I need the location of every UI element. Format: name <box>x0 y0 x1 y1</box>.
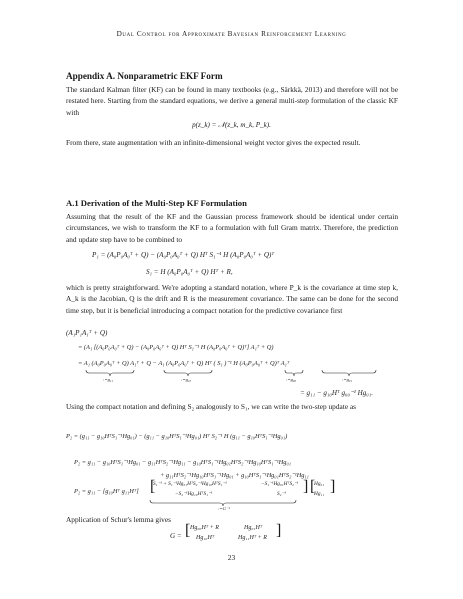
G-bracket-left: [ <box>185 522 191 539</box>
brace-label-g00: :=g₀₀ <box>286 377 297 382</box>
equation-P2-b2: + g₁₁HᵀS₂⁻¹Hg₁₀HᵀS₁⁻¹Hg₀₁ + g₁₀HᵀS₁⁻¹Hg₀₁HᵀS₂⁻¹Hg₁₁ <box>160 472 309 479</box>
equation-G-m11: Hg₀₀Hᵀ + R <box>190 525 219 531</box>
equation-predictive-4: = g₁₁ − g₁₀Hᵀ g₀₀⁻¹ Hg₀₁. <box>300 389 373 397</box>
section-title: A.1 Derivation of the Multi-Step KF Formulation <box>66 198 247 208</box>
equation-predictive-3: = A₁ (A₀P₀A₀ᵀ + Q) A₁ᵀ + Q − A₁ (A₀P₀A₀ᵀ + Q) Hᵀ ( S₁ )⁻¹ H (A₀P₀A₀ᵀ + Q)ᵀ A₁ᵀ <box>78 360 290 367</box>
equation-predictive-2: = (A₁ [(A₀P₀A₀ᵀ + Q) − (A₀P₀A₀ᵀ + Q) Hᵀ S₁⁻¹ H (A₀P₀A₀ᵀ + Q)ᵀ] A₁ᵀ + Q) <box>78 344 274 351</box>
equation-P2-c-vec2: Hg₁₁ <box>314 491 325 497</box>
equation-P2-c-left: P₂ = g₁₁ − [g₁₀Hᵀ g₁₁Hᵀ] <box>74 488 139 495</box>
compact-notation-paragraph: Using the compact notation and defining S₂ analogously to S₁, we can write the two-step update as <box>66 402 357 411</box>
equation-P2-c-m22: S₂⁻¹ <box>277 491 286 497</box>
equation-predictive-1: (A₁P₁A₁ᵀ + Q) <box>66 329 108 337</box>
equation-G-m22: Hg₁₁Hᵀ + R <box>238 535 267 541</box>
equation-P2-c-vec1: Hg₀₁ <box>314 481 325 487</box>
equation-P2-c-m12: −S₁⁻¹Hg₀₁HᵀS₂⁻¹ <box>261 481 299 487</box>
vector-bracket-left: [ <box>310 478 316 495</box>
vector-bracket-right: ] <box>330 478 336 495</box>
schur-paragraph: Application of Schur's lemma gives <box>66 515 171 524</box>
equation-P2-b1: P₂ = g₁₁ − g₁₀HᵀS₁⁻¹Hg₀₁ − g₁₁HᵀS₂⁻¹Hg₁₁ − g₁₀HᵀS₁⁻¹Hg₀₁HᵀS₂⁻¹Hg₁₀HᵀS₁⁻¹Hg₀₁ <box>74 459 291 466</box>
notation-paragraph: which is pretty straightforward. We're adopting a standard notation, where P_k is the covariance at time step k, A_k is the Jacobian, Q is the drift and R is the measurement covariance. The same can be done for the second time step, but it is beneficial introducing a compact notation for the predictive covariance first <box>66 283 398 315</box>
matrix-bracket-left: [ <box>150 478 156 495</box>
brace-label-g10: :=g₁₀ <box>181 377 192 382</box>
page-number: 23 <box>227 553 236 562</box>
brace-label-G: :=G⁻¹ <box>218 506 230 511</box>
matrix-bracket-right: ] <box>303 478 309 495</box>
equation-S1: S₁ = H (A₀P₀A₀ᵀ + Q) Hᵀ + R, <box>146 268 233 276</box>
state-augmentation-paragraph: From there, state augmentation with an infinite-dimensional weight vector gives the expected result. <box>66 138 361 147</box>
assumption-paragraph: Assuming that the result of the KF and the Gaussian process framework should be identical under certain circumstances, we wish to transform the KF to a formulation with full Gram matrix. Therefore, the prediction and update step have to be combined to <box>66 212 398 244</box>
equation-P1: P₁ = (A₀P₀A₀ᵀ + Q) − (A₀P₀A₀ᵀ + Q) Hᵀ S₁⁻¹ H (A₀P₀A₀ᵀ + Q)ᵀ <box>92 251 275 259</box>
equation-prior: p(z_k) = 𝒩(z_k, m_k, P_k). <box>192 121 271 129</box>
running-head: Dual Control for Approximate Bayesian Reinforcement Learning <box>116 30 347 38</box>
intro-paragraph: The standard Kalman filter (KF) can be found in many textbooks (e.g., Särkkä, 2013) and therefore will not be restated here. Starting from the standard equations, we derive a general multi-step formulation of the classic KF with <box>66 85 398 117</box>
equation-P2-c-m11: S₁⁻¹ + S₁⁻¹Hg₀₁HᵀS₂⁻¹Hg₁₀HᵀS₁⁻¹ <box>153 481 227 487</box>
equation-G-m21: Hg₁₀Hᵀ <box>196 535 215 541</box>
equation-P2-a: P₂ = (g₁₁ − g₁₀HᵀS₁⁻¹Hg₀₁) − (g₁₁ − g₁₀HᵀS₁⁻¹Hg₀₁) Hᵀ S₂⁻¹ H (g₁₁ − g₁₀HᵀS₁⁻¹Hg₀₁) <box>66 433 288 440</box>
G-bracket-right: ] <box>276 522 282 539</box>
brace-label-g11: :=g₁₁ <box>103 377 114 382</box>
appendix-title: Appendix A. Nonparametric EKF Form <box>66 71 223 81</box>
equation-G-left: G = <box>170 532 182 540</box>
brace-label-g01: :=g₀₁ <box>342 377 353 382</box>
equation-P2-c-m21: −S₂⁻¹Hg₁₀HᵀS₁⁻¹ <box>175 491 213 497</box>
equation-G-m12: Hg₀₁Hᵀ <box>244 525 263 531</box>
